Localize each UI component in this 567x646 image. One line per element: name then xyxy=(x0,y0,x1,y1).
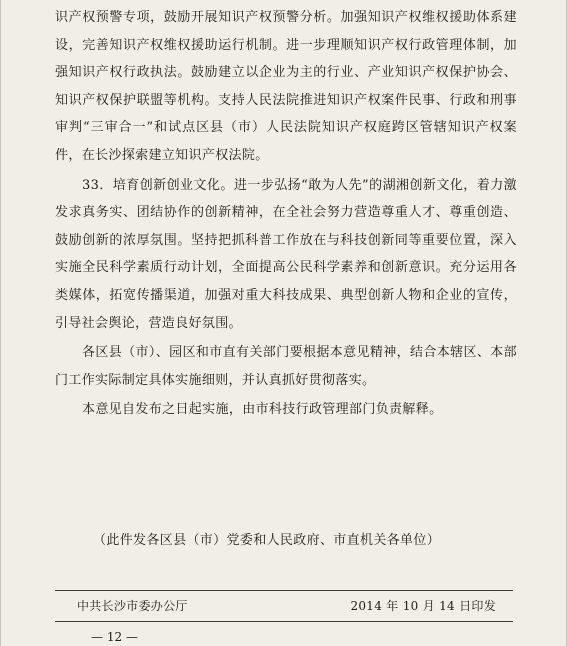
footer-top-rule xyxy=(55,590,513,591)
document-body xyxy=(55,4,517,424)
paragraph-implementation: 各区县（市）、园区和市直有关部门要根据本意见精神，结合本辖区、本部门工作实际制定具体实施细则，并认真抓好贯彻落实。 xyxy=(55,345,517,388)
paragraph-innovation-culture: 33．培育创新创业文化。进一步弘扬“敢为人先”的湖湘创新文化，着力激发求真务实、团结协作的创新精神，在全社会努力营造尊重人才、尊重创造、鼓励创新的浓厚氛围。坚持把抓科普工作放在与科技创新同等重要位置，深入实施全民科学素质行动计划，全面提高公民科学素养和创新意识。充分运用各类媒体，拓宽传播渠道，加强对重大科技成果、典型创新人物和企业的宣传，引导社会舆论，营造良好氛围。 xyxy=(55,177,517,331)
distribution-note: （此件发各区县（市）党委和人民政府、市直机关各单位） xyxy=(93,533,441,548)
page-number: — 12 — xyxy=(91,630,138,644)
paragraph-effective-date: 本意见自发布之日起实施，由市科技行政管理部门负责解释。 xyxy=(82,402,443,418)
footer-bottom-rule xyxy=(55,621,513,622)
paragraph-ip-protection: 识产权预警专项，鼓励开展知识产权预警分析。加强知识产权维权援助体系建设，完善知识产权维权援助运行机制。进一步理顺知识产权行政管理体制，加强知识产权行政执法。鼓励建立以企业为主的行业、产业知识产权保护协会、知识产权保护联盟等机构。支持人民法院推进知识产权案件民事、行政和刑事审判“三审合一”和试点区县（市）人民法院知识产权庭跨区管辖知识产权案件，在长沙探索建立知识产权法院。 xyxy=(55,10,517,163)
issuer-name: 中共长沙市委办公厅 xyxy=(77,599,188,613)
print-date: 2014 年 10 月 14 日印发 xyxy=(350,599,496,613)
